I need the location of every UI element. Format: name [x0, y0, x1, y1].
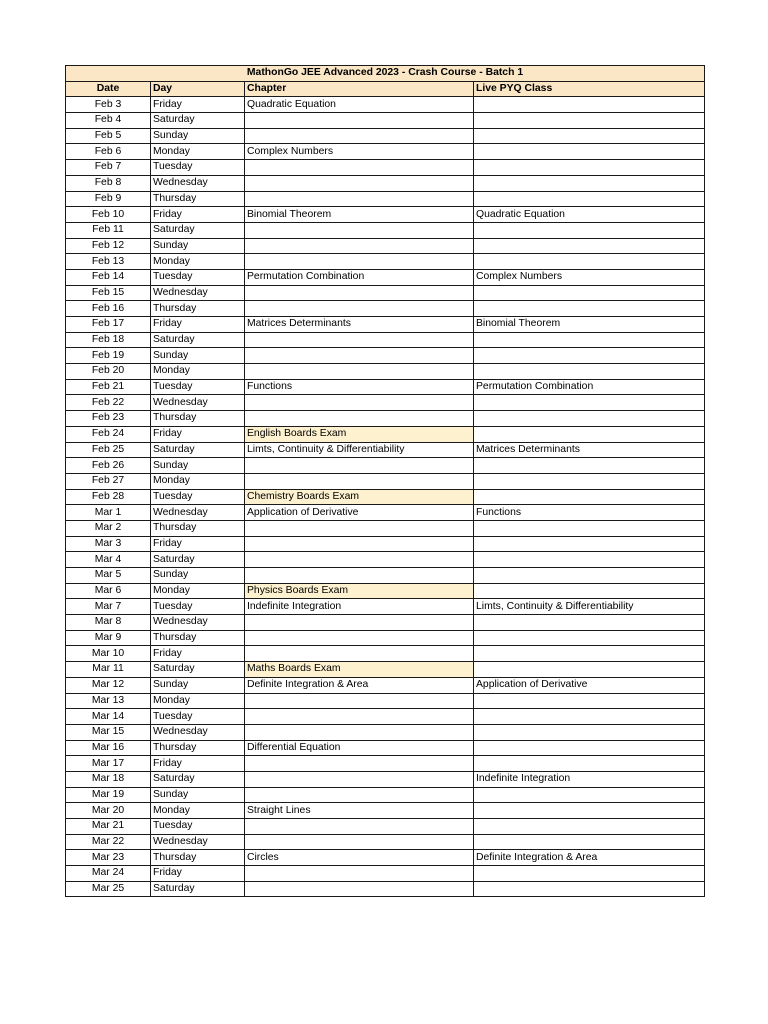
day-cell: Tuesday	[151, 819, 245, 835]
chapter-cell	[245, 285, 474, 301]
table-row	[66, 646, 705, 662]
chapter-cell: Physics Boards Exam	[245, 583, 474, 599]
chapter-cell: Matrices Determinants	[245, 317, 474, 333]
day-cell: Tuesday	[151, 709, 245, 725]
chapter-cell	[245, 348, 474, 364]
pyq-cell	[474, 238, 705, 254]
table-row	[66, 411, 705, 427]
pyq-cell	[474, 693, 705, 709]
date-cell: Feb 21	[66, 379, 151, 395]
pyq-cell	[474, 473, 705, 489]
day-cell: Wednesday	[151, 615, 245, 631]
day-cell: Wednesday	[151, 285, 245, 301]
date-cell: Mar 6	[66, 583, 151, 599]
table-row	[66, 866, 705, 882]
date-cell: Feb 5	[66, 128, 151, 144]
table-row	[66, 599, 705, 615]
table-row	[66, 160, 705, 176]
date-cell: Mar 17	[66, 756, 151, 772]
date-cell: Feb 10	[66, 207, 151, 223]
chapter-cell	[245, 332, 474, 348]
day-cell: Saturday	[151, 881, 245, 897]
table-row	[66, 709, 705, 725]
day-cell: Friday	[151, 866, 245, 882]
chapter-cell: Chemistry Boards Exam	[245, 489, 474, 505]
column-header-day: Day	[151, 81, 245, 97]
pyq-cell	[474, 724, 705, 740]
pyq-cell	[474, 536, 705, 552]
chapter-cell	[245, 301, 474, 317]
pyq-cell	[474, 411, 705, 427]
pyq-cell	[474, 426, 705, 442]
day-cell: Monday	[151, 364, 245, 380]
chapter-cell	[245, 709, 474, 725]
pyq-cell	[474, 175, 705, 191]
pyq-cell	[474, 458, 705, 474]
day-cell: Thursday	[151, 520, 245, 536]
pyq-cell	[474, 583, 705, 599]
date-cell: Mar 24	[66, 866, 151, 882]
table-row	[66, 473, 705, 489]
pyq-cell	[474, 866, 705, 882]
date-cell: Feb 8	[66, 175, 151, 191]
date-cell: Mar 4	[66, 552, 151, 568]
day-cell: Thursday	[151, 191, 245, 207]
table-row	[66, 254, 705, 270]
date-cell: Feb 4	[66, 113, 151, 129]
day-cell: Monday	[151, 144, 245, 160]
date-cell: Feb 9	[66, 191, 151, 207]
table-row	[66, 222, 705, 238]
chapter-cell	[245, 646, 474, 662]
pyq-cell: Quadratic Equation	[474, 207, 705, 223]
table-row	[66, 740, 705, 756]
pyq-cell	[474, 191, 705, 207]
pyq-cell	[474, 97, 705, 113]
date-cell: Mar 13	[66, 693, 151, 709]
table-row	[66, 238, 705, 254]
table-row	[66, 819, 705, 835]
pyq-cell	[474, 332, 705, 348]
chapter-cell	[245, 238, 474, 254]
day-cell: Saturday	[151, 662, 245, 678]
chapter-cell	[245, 254, 474, 270]
pyq-cell: Functions	[474, 505, 705, 521]
table-row	[66, 285, 705, 301]
pyq-cell	[474, 348, 705, 364]
chapter-cell: English Boards Exam	[245, 426, 474, 442]
date-cell: Feb 24	[66, 426, 151, 442]
date-cell: Feb 20	[66, 364, 151, 380]
day-cell: Thursday	[151, 740, 245, 756]
chapter-cell	[245, 458, 474, 474]
pyq-cell	[474, 630, 705, 646]
day-cell: Saturday	[151, 222, 245, 238]
date-cell: Feb 12	[66, 238, 151, 254]
day-cell: Monday	[151, 473, 245, 489]
day-cell: Monday	[151, 254, 245, 270]
chapter-cell: Quadratic Equation	[245, 97, 474, 113]
pyq-cell	[474, 615, 705, 631]
day-cell: Friday	[151, 426, 245, 442]
date-cell: Feb 17	[66, 317, 151, 333]
date-cell: Feb 23	[66, 411, 151, 427]
table-row	[66, 756, 705, 772]
day-cell: Friday	[151, 536, 245, 552]
table-row	[66, 677, 705, 693]
table-body	[66, 97, 705, 897]
pyq-cell	[474, 160, 705, 176]
date-cell: Mar 1	[66, 505, 151, 521]
chapter-cell	[245, 191, 474, 207]
pyq-cell: Permutation Combination	[474, 379, 705, 395]
pyq-cell	[474, 395, 705, 411]
day-cell: Saturday	[151, 442, 245, 458]
date-cell: Feb 22	[66, 395, 151, 411]
chapter-cell: Indefinite Integration	[245, 599, 474, 615]
table-row	[66, 348, 705, 364]
pyq-cell	[474, 222, 705, 238]
table-row	[66, 771, 705, 787]
day-cell: Wednesday	[151, 505, 245, 521]
day-cell: Monday	[151, 693, 245, 709]
date-cell: Feb 16	[66, 301, 151, 317]
date-cell: Mar 14	[66, 709, 151, 725]
chapter-cell	[245, 568, 474, 584]
day-cell: Tuesday	[151, 489, 245, 505]
table-row	[66, 803, 705, 819]
table-row	[66, 583, 705, 599]
date-cell: Feb 13	[66, 254, 151, 270]
chapter-cell: Circles	[245, 850, 474, 866]
day-cell: Wednesday	[151, 395, 245, 411]
table-row	[66, 881, 705, 897]
date-cell: Mar 12	[66, 677, 151, 693]
pyq-cell: Definite Integration & Area	[474, 850, 705, 866]
chapter-cell: Complex Numbers	[245, 144, 474, 160]
pyq-cell: Matrices Determinants	[474, 442, 705, 458]
day-cell: Wednesday	[151, 175, 245, 191]
day-cell: Wednesday	[151, 834, 245, 850]
date-cell: Mar 15	[66, 724, 151, 740]
chapter-cell: Limts, Continuity & Differentiability	[245, 442, 474, 458]
chapter-cell	[245, 866, 474, 882]
day-cell: Sunday	[151, 677, 245, 693]
day-cell: Monday	[151, 583, 245, 599]
pyq-cell	[474, 709, 705, 725]
chapter-cell	[245, 787, 474, 803]
date-cell: Mar 25	[66, 881, 151, 897]
pyq-cell	[474, 819, 705, 835]
table-row	[66, 207, 705, 223]
table-row	[66, 364, 705, 380]
pyq-cell	[474, 803, 705, 819]
table-row	[66, 850, 705, 866]
table-row	[66, 787, 705, 803]
date-cell: Mar 9	[66, 630, 151, 646]
table-row	[66, 458, 705, 474]
pyq-cell	[474, 301, 705, 317]
chapter-cell: Application of Derivative	[245, 505, 474, 521]
table-row	[66, 615, 705, 631]
table-row	[66, 520, 705, 536]
date-cell: Mar 3	[66, 536, 151, 552]
pyq-cell: Complex Numbers	[474, 269, 705, 285]
date-cell: Mar 10	[66, 646, 151, 662]
chapter-cell	[245, 552, 474, 568]
date-cell: Mar 18	[66, 771, 151, 787]
table-row	[66, 552, 705, 568]
day-cell: Sunday	[151, 568, 245, 584]
date-cell: Feb 27	[66, 473, 151, 489]
date-cell: Feb 18	[66, 332, 151, 348]
pyq-cell: Binomial Theorem	[474, 317, 705, 333]
day-cell: Saturday	[151, 332, 245, 348]
date-cell: Mar 11	[66, 662, 151, 678]
title-row	[66, 66, 705, 82]
chapter-cell	[245, 160, 474, 176]
table-row	[66, 505, 705, 521]
date-cell: Mar 19	[66, 787, 151, 803]
table-row	[66, 97, 705, 113]
date-cell: Feb 6	[66, 144, 151, 160]
pyq-cell	[474, 552, 705, 568]
date-cell: Feb 11	[66, 222, 151, 238]
day-cell: Thursday	[151, 630, 245, 646]
chapter-cell: Functions	[245, 379, 474, 395]
chapter-cell	[245, 536, 474, 552]
chapter-cell	[245, 395, 474, 411]
date-cell: Feb 26	[66, 458, 151, 474]
table-row	[66, 317, 705, 333]
pyq-cell	[474, 662, 705, 678]
pyq-cell	[474, 144, 705, 160]
chapter-cell: Differential Equation	[245, 740, 474, 756]
date-cell: Mar 23	[66, 850, 151, 866]
day-cell: Tuesday	[151, 599, 245, 615]
day-cell: Monday	[151, 803, 245, 819]
day-cell: Friday	[151, 317, 245, 333]
chapter-cell	[245, 630, 474, 646]
date-cell: Feb 28	[66, 489, 151, 505]
pyq-cell	[474, 285, 705, 301]
table-row	[66, 191, 705, 207]
table-row	[66, 426, 705, 442]
date-cell: Mar 22	[66, 834, 151, 850]
chapter-cell	[245, 364, 474, 380]
day-cell: Friday	[151, 756, 245, 772]
table-row	[66, 113, 705, 129]
chapter-cell: Definite Integration & Area	[245, 677, 474, 693]
date-cell: Feb 19	[66, 348, 151, 364]
column-header-date: Date	[66, 81, 151, 97]
day-cell: Sunday	[151, 787, 245, 803]
table-row	[66, 568, 705, 584]
pyq-cell	[474, 364, 705, 380]
chapter-cell	[245, 724, 474, 740]
date-cell: Mar 5	[66, 568, 151, 584]
pyq-cell	[474, 881, 705, 897]
day-cell: Thursday	[151, 411, 245, 427]
table-row	[66, 662, 705, 678]
day-cell: Friday	[151, 97, 245, 113]
column-header-pyq: Live PYQ Class	[474, 81, 705, 97]
pyq-cell	[474, 254, 705, 270]
schedule-table	[65, 65, 705, 897]
day-cell: Sunday	[151, 348, 245, 364]
day-cell: Saturday	[151, 771, 245, 787]
chapter-cell	[245, 615, 474, 631]
chapter-cell	[245, 771, 474, 787]
chapter-cell	[245, 473, 474, 489]
date-cell: Mar 8	[66, 615, 151, 631]
day-cell: Tuesday	[151, 269, 245, 285]
day-cell: Sunday	[151, 458, 245, 474]
table-head	[66, 66, 705, 97]
pyq-cell	[474, 756, 705, 772]
date-cell: Mar 20	[66, 803, 151, 819]
date-cell: Mar 21	[66, 819, 151, 835]
day-cell: Wednesday	[151, 724, 245, 740]
table-row	[66, 724, 705, 740]
day-cell: Saturday	[151, 552, 245, 568]
chapter-cell	[245, 693, 474, 709]
date-cell: Feb 25	[66, 442, 151, 458]
pyq-cell	[474, 489, 705, 505]
chapter-cell: Maths Boards Exam	[245, 662, 474, 678]
chapter-cell	[245, 113, 474, 129]
date-cell: Feb 15	[66, 285, 151, 301]
table-row	[66, 269, 705, 285]
day-cell: Thursday	[151, 301, 245, 317]
table-row	[66, 536, 705, 552]
schedule-title: MathonGo JEE Advanced 2023 - Crash Course - Batch 1	[66, 66, 705, 82]
table-row	[66, 128, 705, 144]
header-row	[66, 81, 705, 97]
day-cell: Tuesday	[151, 160, 245, 176]
table-row	[66, 144, 705, 160]
table-row	[66, 489, 705, 505]
pyq-cell	[474, 520, 705, 536]
day-cell: Sunday	[151, 128, 245, 144]
table-row	[66, 395, 705, 411]
chapter-cell	[245, 520, 474, 536]
column-header-chapter: Chapter	[245, 81, 474, 97]
day-cell: Tuesday	[151, 379, 245, 395]
table-row	[66, 693, 705, 709]
chapter-cell	[245, 128, 474, 144]
chapter-cell: Straight Lines	[245, 803, 474, 819]
day-cell: Thursday	[151, 850, 245, 866]
chapter-cell	[245, 834, 474, 850]
day-cell: Friday	[151, 646, 245, 662]
chapter-cell	[245, 819, 474, 835]
pyq-cell: Indefinite Integration	[474, 771, 705, 787]
pyq-cell	[474, 568, 705, 584]
chapter-cell	[245, 756, 474, 772]
chapter-cell: Permutation Combination	[245, 269, 474, 285]
table-row	[66, 442, 705, 458]
date-cell: Mar 16	[66, 740, 151, 756]
pyq-cell	[474, 740, 705, 756]
date-cell: Feb 7	[66, 160, 151, 176]
date-cell: Mar 7	[66, 599, 151, 615]
day-cell: Friday	[151, 207, 245, 223]
table-row	[66, 175, 705, 191]
chapter-cell	[245, 175, 474, 191]
pyq-cell	[474, 834, 705, 850]
table-row	[66, 301, 705, 317]
table-row	[66, 379, 705, 395]
chapter-cell	[245, 411, 474, 427]
day-cell: Sunday	[151, 238, 245, 254]
date-cell: Mar 2	[66, 520, 151, 536]
chapter-cell	[245, 881, 474, 897]
table-row	[66, 630, 705, 646]
chapter-cell: Binomial Theorem	[245, 207, 474, 223]
chapter-cell	[245, 222, 474, 238]
table-row	[66, 834, 705, 850]
pyq-cell	[474, 113, 705, 129]
table-row	[66, 332, 705, 348]
date-cell: Feb 3	[66, 97, 151, 113]
day-cell: Saturday	[151, 113, 245, 129]
pyq-cell	[474, 128, 705, 144]
pyq-cell: Application of Derivative	[474, 677, 705, 693]
pyq-cell	[474, 646, 705, 662]
pyq-cell: Limts, Continuity & Differentiability	[474, 599, 705, 615]
date-cell: Feb 14	[66, 269, 151, 285]
pyq-cell	[474, 787, 705, 803]
